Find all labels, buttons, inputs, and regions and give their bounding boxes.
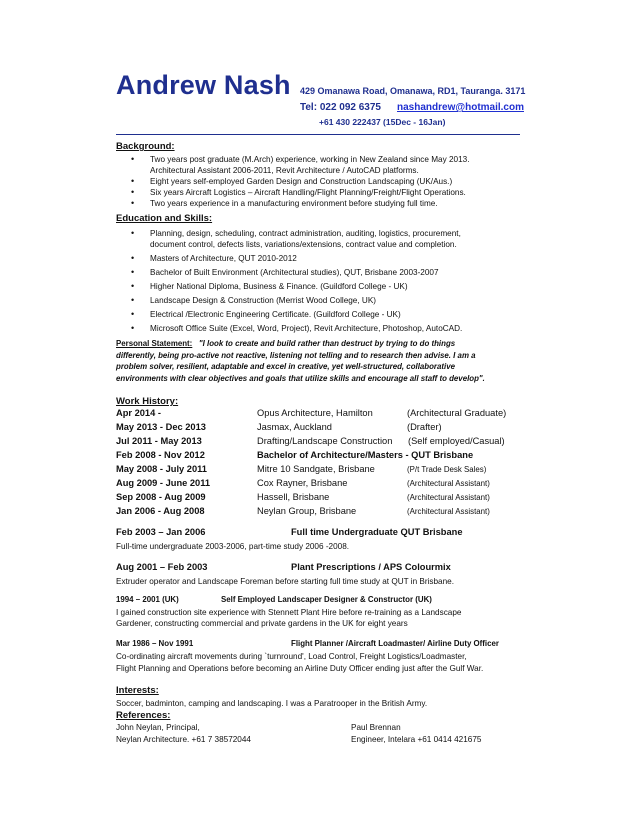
entry-date: 1994 – 2001 (UK): [116, 595, 179, 604]
work-org: Mitre 10 Sandgate, Brisbane: [257, 464, 375, 474]
entry-title: Plant Prescriptions / APS Colourmix: [291, 562, 451, 572]
interests-heading: Interests:: [116, 685, 159, 696]
bullet-icon: •: [131, 154, 135, 164]
bullet-icon: •: [131, 281, 135, 291]
list-item: • Eight years self-employed Garden Design and Construction Landscaping (UK/Aus.): [131, 176, 453, 186]
mobile-number: +61 430 222437 (15Dec - 16Jan): [319, 117, 446, 127]
reference-2-detail: Engineer, Intelara +61 0414 421675: [351, 735, 482, 744]
bullet-icon: •: [131, 198, 135, 208]
entry-date: Aug 2001 – Feb 2003: [116, 562, 208, 572]
statement-label: Personal Statement:: [116, 339, 193, 348]
address: 429 Omanawa Road, Omanawa, RD1, Tauranga. 3171: [300, 86, 526, 96]
entry-text: Flight Planning and Operations before becoming an Airline Duty Officer ending just after the Gulf War.: [116, 664, 484, 673]
work-role: (Self employed/Casual): [408, 436, 505, 446]
work-role: (Architectural Assistant): [407, 479, 490, 488]
personal-statement: [116, 338, 526, 384]
list-item: • Masters of Architecture, QUT 2010-2012: [131, 253, 297, 263]
statement-line: differently, being pro-active not reactive, listening not telling and to research then advise. I am a: [116, 350, 476, 360]
list-item: • Planning, design, scheduling, contract administration, auditing, logistics, procurement,: [131, 228, 461, 238]
statement-line: environments with clear objectives and goals that utilize skills and encourage all staff to develop".: [116, 373, 485, 383]
background-heading: Background:: [116, 141, 175, 152]
email-link[interactable]: nashandrew@hotmail.com: [397, 102, 524, 113]
list-item: • Bachelor of Built Environment (Architectural studies), QUT, Brisbane 2003-2007: [131, 267, 439, 277]
background-list: [116, 154, 526, 209]
work-org: Neylan Group, Brisbane: [257, 506, 357, 516]
entry-text: Extruder operator and Landscape Foreman before starting full time study at QUT in Brisbane.: [116, 577, 454, 586]
entry-text: Co-ordinating aircraft movements during `turnround', Load Control, Freight Logistics/Loadmaster,: [116, 652, 467, 661]
work-role: (Architectural Assistant): [407, 507, 490, 516]
bullet-icon: •: [131, 323, 135, 333]
work-org: Opus Architecture, Hamilton: [257, 408, 373, 418]
bullet-icon: •: [131, 267, 135, 277]
work-date: May 2008 - July 2011: [116, 464, 207, 474]
statement-line: problem solver, resilient, adaptable and excel in creative, yet well-structured, collaborative: [116, 362, 455, 371]
entry-title: Flight Planner /Aircraft Loadmaster/ Airline Duty Officer: [291, 639, 499, 648]
work-role: (Architectural Assistant): [407, 493, 490, 502]
work-role: (Drafter): [407, 422, 442, 432]
entry-date: Feb 2003 – Jan 2006: [116, 527, 206, 537]
list-item: • Two years post graduate (M.Arch) experience, working in New Zealand since May 2013.: [131, 154, 470, 164]
list-item: • Landscape Design & Construction (Merrist Wood College, UK): [131, 295, 377, 305]
list-item: • Microsoft Office Suite (Excel, Word, Project), Revit Architecture, Photoshop, AutoCAD.: [131, 323, 463, 333]
work-org: Drafting/Landscape Construction: [257, 436, 393, 446]
work-org: Cox Rayner, Brisbane: [257, 478, 348, 488]
list-item: • Higher National Diploma, Business & Finance. (Guildford College - UK): [131, 281, 408, 291]
interests-text: Soccer, badminton, camping and landscaping. I was a Paratrooper in the British Army.: [116, 699, 428, 708]
bullet-icon: •: [131, 176, 135, 186]
reference-2-name: Paul Brennan: [351, 723, 401, 732]
work-date: May 2013 - Dec 2013: [116, 422, 206, 432]
bullet-icon: •: [131, 295, 135, 305]
work-date: Jan 2006 - Aug 2008: [116, 506, 205, 516]
list-item: • Electrical /Electronic Engineering Certificate. (Guildford College - UK): [131, 309, 401, 319]
reference-1-name: John Neylan, Principal,: [116, 723, 200, 732]
list-item: • Six years Aircraft Logistics – Aircraft Handling/Flight Planning/Freight/Flight Operations.: [131, 187, 466, 197]
list-item: document control, defects lists, variations/extensions, contract value and completion.: [150, 240, 457, 249]
work-org: Bachelor of Architecture/Masters - QUT Brisbane: [257, 450, 474, 460]
entry-title: Full time Undergraduate QUT Brisbane: [291, 527, 463, 537]
bullet-icon: •: [131, 309, 135, 319]
work-date: Jul 2011 - May 2013: [116, 436, 202, 446]
work-history-heading: Work History:: [116, 396, 179, 407]
header-divider: [116, 134, 520, 135]
work-date: Feb 2008 - Nov 2012: [116, 450, 205, 460]
list-item: • Two years experience in a manufacturing environment before studying full time.: [131, 198, 438, 208]
reference-1-detail: Neylan Architecture. +61 7 38572044: [116, 735, 251, 744]
education-heading: Education and Skills:: [116, 213, 213, 224]
work-date: Aug 2009 - June 2011: [116, 478, 211, 488]
work-org: Jasmax, Auckland: [257, 422, 332, 432]
work-org: Hassell, Brisbane: [257, 492, 330, 502]
entry-text: Full-time undergraduate 2003-2006, part-time study 2006 -2008.: [116, 542, 350, 551]
references-heading: References:: [116, 710, 171, 721]
entry-text: I gained construction site experience with Stennett Plant Hire before re-training as a Landscape: [116, 608, 462, 617]
bullet-icon: •: [131, 253, 135, 263]
entry-date: Mar 1986 – Nov 1991: [116, 639, 194, 648]
candidate-name: Andrew Nash: [116, 70, 291, 100]
bullet-icon: •: [131, 228, 135, 238]
work-date: Sep 2008 - Aug 2009: [116, 492, 206, 502]
bullet-icon: •: [131, 187, 135, 197]
work-role: (P/t Trade Desk Sales): [407, 465, 487, 474]
education-list: [116, 228, 526, 334]
work-date: Apr 2014 -: [116, 408, 161, 418]
statement-line: "I look to create and build rather than destruct by trying to do things: [198, 339, 456, 348]
telephone: Tel: 022 092 6375: [300, 102, 381, 113]
entry-title: Self Employed Landscaper Designer & Constructor (UK): [221, 595, 432, 604]
work-role: (Architectural Graduate): [407, 408, 507, 418]
list-item: Architectural Assistant 2006-2011, Revit Architecture / AutoCAD platforms.: [150, 166, 419, 175]
entry-text: Gardener, constructing commercial and private gardens in the UK for eight years: [116, 619, 408, 628]
